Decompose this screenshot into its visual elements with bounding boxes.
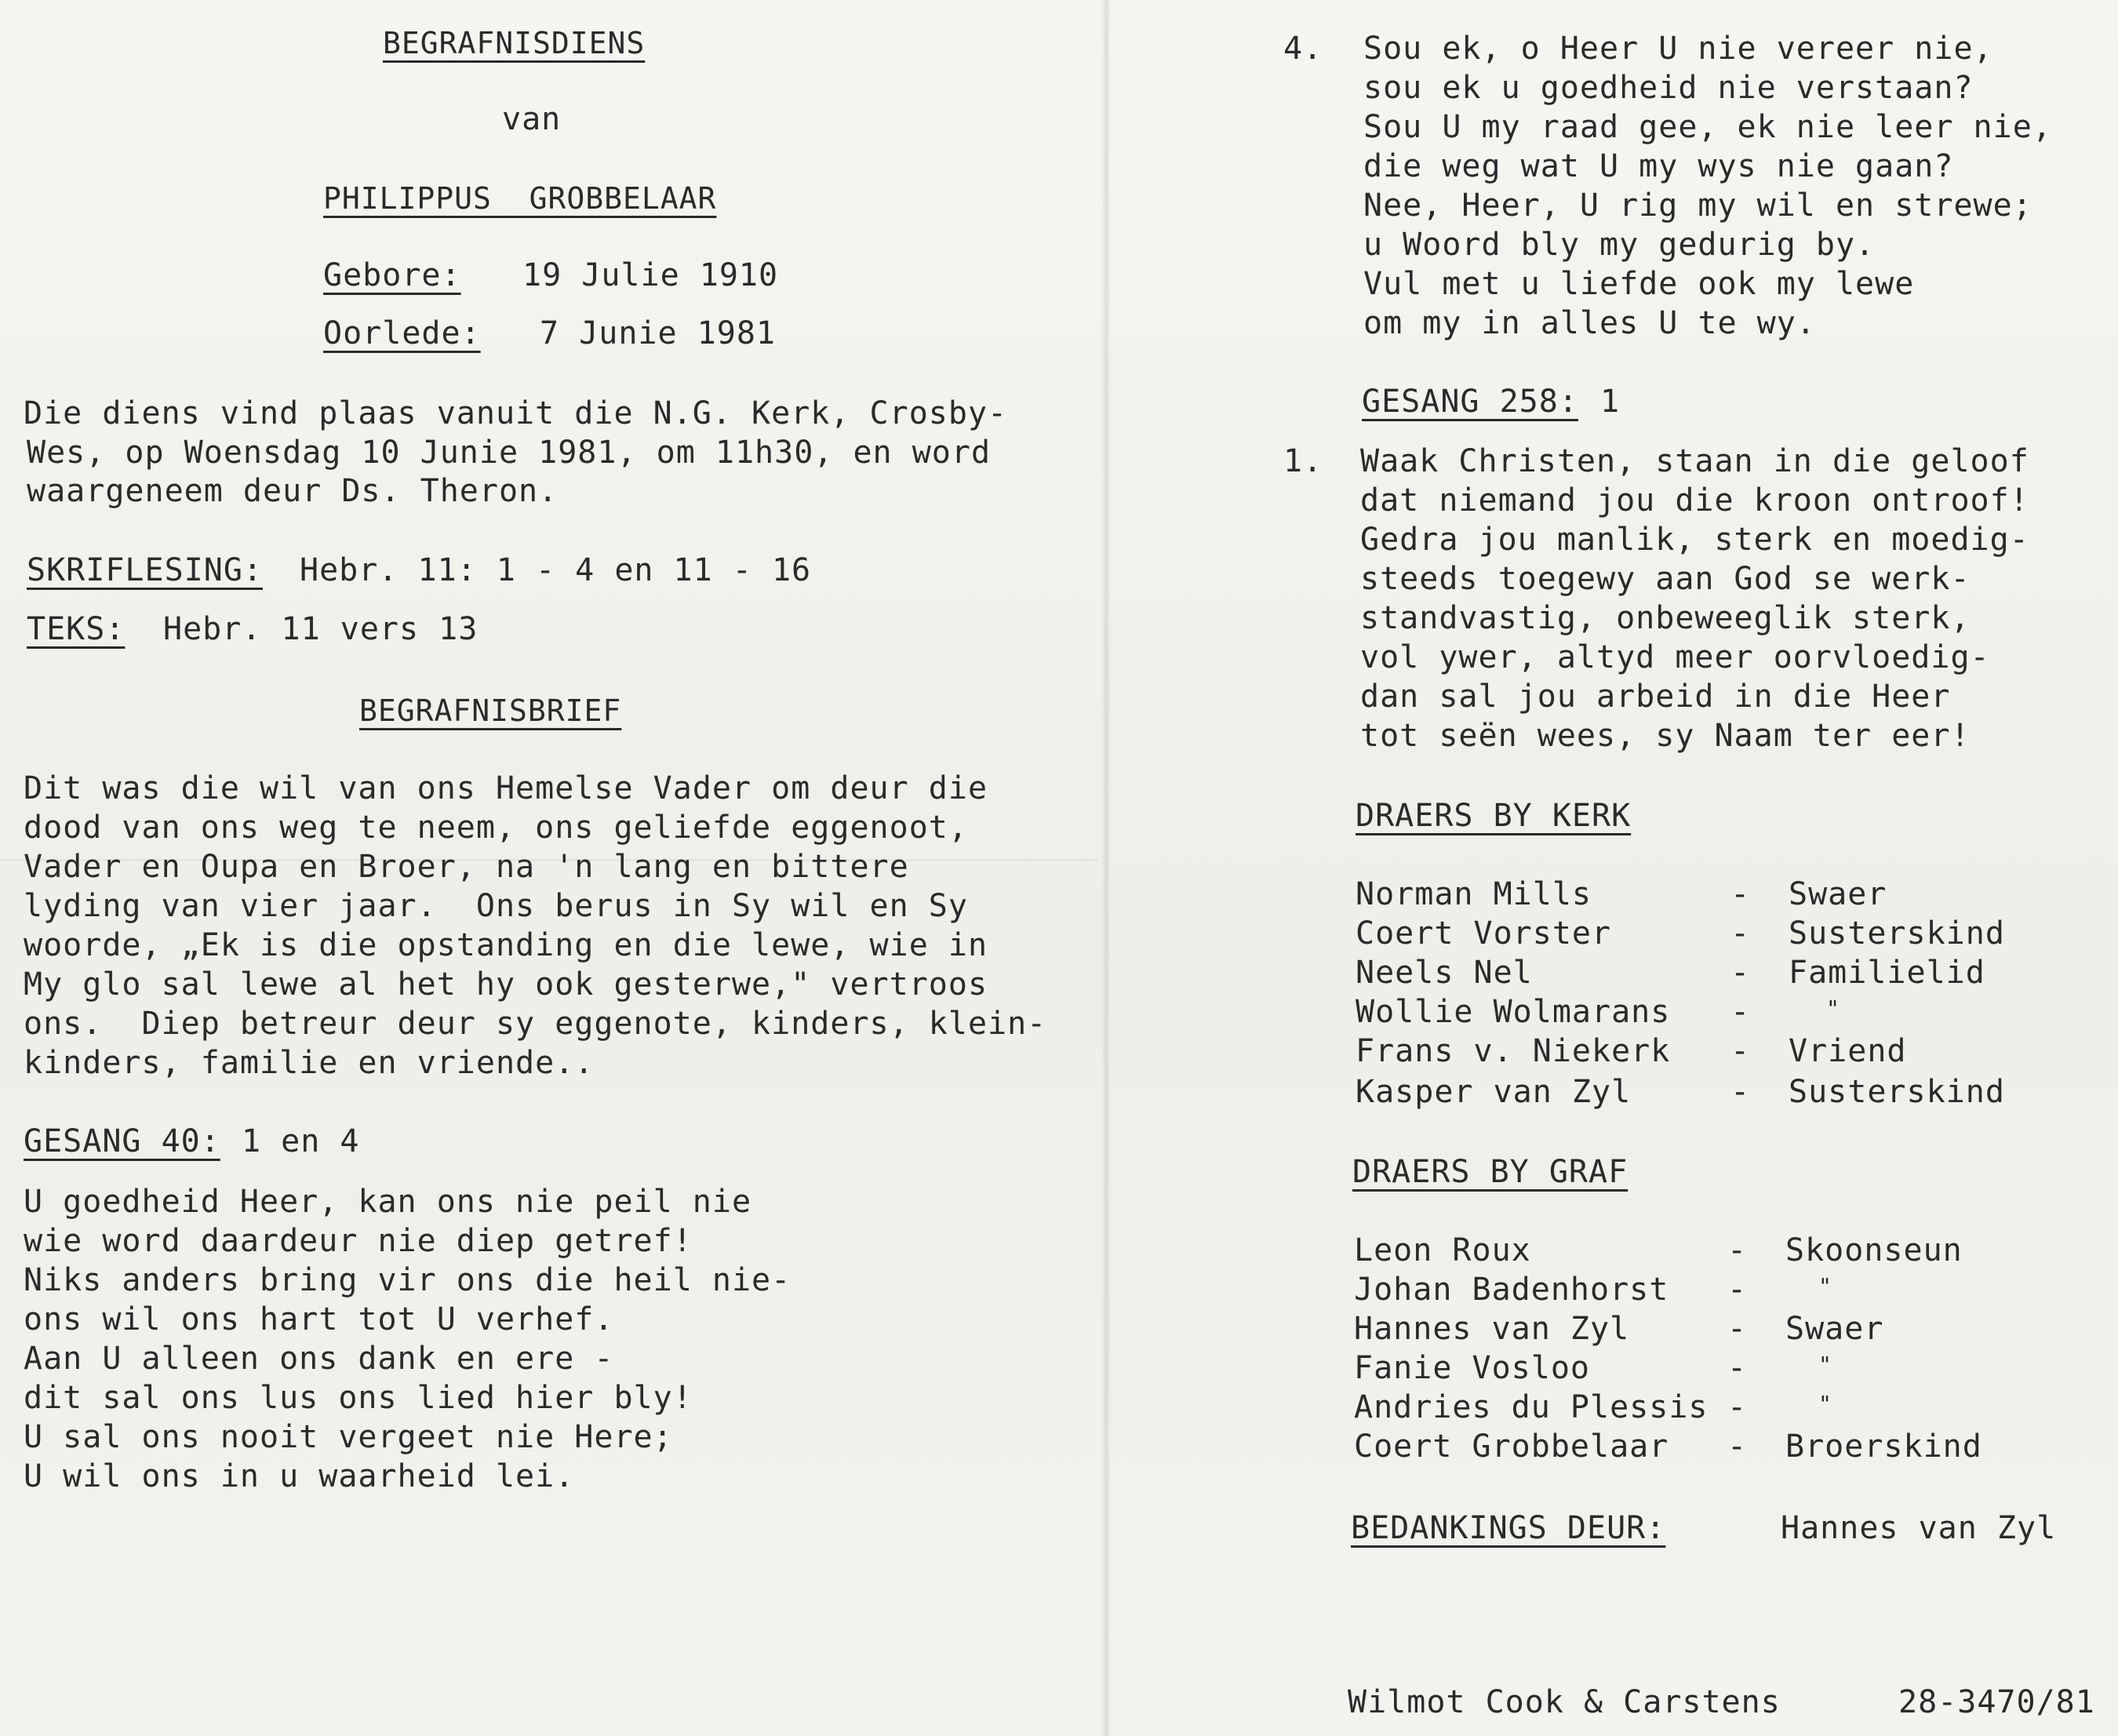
grave-bearers-title: DRAERS BY GRAF [1352,1154,1629,1190]
verse1-line: dat niemand jou die kroon ontroof! [1360,482,2029,519]
verse4-number: 4. [1283,31,1323,67]
hymn40-label: GESANG 40: [24,1123,220,1159]
verse1-number: 1. [1283,443,1323,479]
grave-bearer-relation: Skoonseun [1785,1232,1963,1268]
hymn258-label: GESANG 258: [1362,384,1578,420]
grave-bearer-name: Leon Roux [1354,1232,1531,1268]
church-bearer-dash: - [1730,955,1751,991]
born-date: 19 Julie 1910 [522,257,779,293]
page-fold [1101,0,1111,1736]
verse4-line: u Woord bly my gedurig by. [1363,227,1876,263]
deceased-name: PHILIPPUS GROBBELAAR [323,181,717,216]
letter-title: BEGRAFNISBRIEF [359,693,622,728]
letter-line: ons. Diep betreur deur sy eggenote, kinders, klein- [24,1006,1047,1042]
letter-line: woorde, „Ek is die opstanding en die lewe, wie in [24,927,988,963]
document-title: BEGRAFNISDIENS [383,26,646,60]
hymn40-line: ons wil ons hart tot U verhef. [24,1301,614,1337]
hymn40-line: wie word daardeur nie diep getref! [24,1223,693,1259]
hymn40-verses: 1 en 4 [242,1123,360,1159]
verse4-line: Nee, Heer, U rig my wil en strewe; [1363,187,2032,224]
verse1-line: tot seën wees, sy Naam ter eer! [1360,718,1971,754]
church-bearers-title: DRAERS BY KERK [1356,798,1632,834]
grave-bearer-relation: " [1818,1352,1832,1378]
grave-bearer-dash: - [1727,1272,1748,1308]
died-label: Oorlede: [323,315,481,351]
church-bearer-relation: Vriend [1789,1033,1907,1069]
letter-line: dood van ons weg te neem, ons geliefde eggenoot, [24,810,968,846]
church-bearer-relation: Swaer [1789,876,1887,912]
grave-bearer-dash: - [1727,1232,1748,1268]
grave-bearer-dash: - [1727,1350,1748,1386]
verse1-line: standvastig, onbeweeglik sterk, [1360,600,1971,636]
van-text: van [502,101,562,137]
hymn40-line: Aan U alleen ons dank en ere - [24,1341,614,1377]
grave-bearer-relation: " [1818,1391,1832,1417]
church-bearer-relation: " [1826,995,1840,1021]
verse1-line: steeds toegewy aan God se werk- [1360,561,1971,597]
church-bearer-dash: - [1730,915,1751,952]
text-label: TEKS: [27,611,126,647]
reading-label: SKRIFLESING: [27,552,263,588]
printer-name: Wilmot Cook & Carstens [1348,1684,1781,1720]
church-bearer-dash: - [1730,876,1751,912]
hymn258-verses: 1 [1600,384,1621,420]
verse4-line: Vul met u liefde ook my lewe [1363,266,1915,302]
born-label: Gebore: [323,257,461,293]
verse1-line: vol ywer, altyd meer oorvloedig- [1360,639,1990,675]
hymn40-line: U goedheid Heer, kan ons nie peil nie [24,1184,752,1220]
church-bearer-name: Norman Mills [1356,876,1592,912]
grave-bearer-relation: " [1818,1273,1832,1299]
church-bearer-name: Frans v. Niekerk [1356,1033,1671,1069]
print-reference: 28-3470/81 [1898,1684,2095,1720]
grave-bearer-name: Hannes van Zyl [1354,1311,1630,1347]
verse4-line: die weg wat U my wys nie gaan? [1363,148,1954,184]
verse1-line: Gedra jou manlik, sterk en moedig- [1360,522,2029,558]
church-bearer-name: Coert Vorster [1356,915,1612,952]
grave-bearer-dash: - [1727,1428,1748,1465]
service-line: Wes, op Woensdag 10 Junie 1981, om 11h30, en word [27,435,992,471]
hymn40-line: U wil ons in u waarheid lei. [24,1458,575,1494]
verse1-line: Waak Christen, staan in die geloof [1360,443,2029,479]
letter-line: My glo sal lewe al het hy ook gesterwe," vertroos [24,966,988,1003]
church-bearer-dash: - [1730,1033,1751,1069]
letter-line: kinders, familie en vriende.. [24,1045,595,1081]
grave-bearer-name: Andries du Plessis [1354,1389,1709,1425]
church-bearer-dash: - [1730,1074,1751,1110]
died-date: 7 Junie 1981 [540,315,776,351]
thanks-value: Hannes van Zyl [1781,1510,2057,1546]
grave-bearer-dash: - [1727,1389,1748,1425]
grave-bearer-relation: Swaer [1785,1311,1884,1347]
church-bearer-relation: Familielid [1789,955,1985,991]
letter-line: Dit was die wil van ons Hemelse Vader om deur die [24,770,988,806]
verse4-line: sou ek u goedheid nie verstaan? [1363,70,1974,106]
verse4-line: Sou U my raad gee, ek nie leer nie, [1363,109,2052,145]
church-bearer-name: Kasper van Zyl [1356,1074,1632,1110]
verse4-line: Sou ek, o Heer U nie vereer nie, [1363,31,1993,67]
verse4-line: om my in alles U te wy. [1363,305,1816,341]
church-bearer-name: Wollie Wolmarans [1356,994,1671,1030]
text-value: Hebr. 11 vers 13 [163,611,479,647]
grave-bearer-relation: Broerskind [1785,1428,1982,1465]
church-bearer-name: Neels Nel [1356,955,1533,991]
letter-line: lyding van vier jaar. Ons berus in Sy wil en Sy [24,888,968,924]
grave-bearer-name: Johan Badenhorst [1354,1272,1669,1308]
service-line: Die diens vind plaas vanuit die N.G. Kerk, Crosby- [24,395,1008,431]
grave-bearer-dash: - [1727,1311,1748,1347]
letter-line: Vader en Oupa en Broer, na 'n lang en bittere [24,849,909,885]
grave-bearer-name: Fanie Vosloo [1354,1350,1590,1386]
hymn40-line: dit sal ons lus ons lied hier bly! [24,1380,693,1416]
reading-value: Hebr. 11: 1 - 4 en 11 - 16 [300,552,812,588]
hymn40-line: Niks anders bring vir ons die heil nie- [24,1262,792,1298]
church-bearer-relation: Susterskind [1789,1074,2005,1110]
hymn40-line: U sal ons nooit vergeet nie Here; [24,1419,673,1455]
church-bearer-relation: Susterskind [1789,915,2005,952]
thanks-label: BEDANKINGS DEUR: [1351,1510,1666,1546]
service-line: waargeneem deur Ds. Theron. [27,473,559,509]
grave-bearer-name: Coert Grobbelaar [1354,1428,1669,1465]
verse1-line: dan sal jou arbeid in die Heer [1360,679,1951,715]
church-bearer-dash: - [1730,994,1751,1030]
